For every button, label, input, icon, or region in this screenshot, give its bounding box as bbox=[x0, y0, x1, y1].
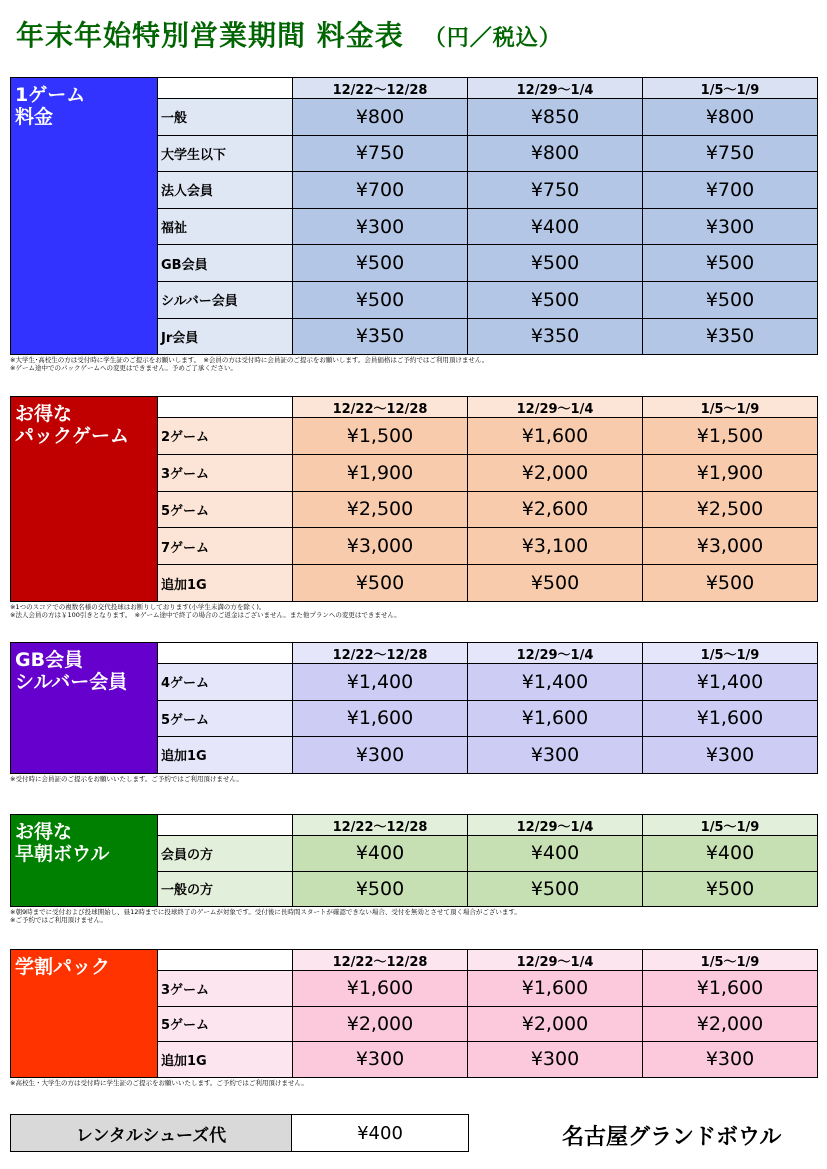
price-cell-2: ¥1,900 bbox=[643, 454, 818, 491]
price-cell-1: ¥1,600 bbox=[468, 418, 643, 455]
header-blank bbox=[158, 815, 293, 836]
period-header-1: 12/29〜1/4 bbox=[468, 950, 643, 971]
note-line: ※ゲーム途中でのパックゲームへの変更はできません。予めご了承ください。 bbox=[10, 364, 237, 373]
price-cell-2: ¥300 bbox=[643, 1042, 818, 1078]
section-morning bbox=[10, 814, 817, 924]
price-cell-1: ¥300 bbox=[468, 737, 643, 774]
price-cell-2: ¥800 bbox=[643, 99, 818, 136]
price-cell-0: ¥3,000 bbox=[293, 528, 468, 565]
note-line: ※朝9時までに受付および投球開始し、昼12時までに投球終了のゲームが対象です。受付後に長時間スタートが確認できない場合、受付を無効とさせて頂く場合がございます。 bbox=[10, 908, 521, 916]
price-cell-0: ¥350 bbox=[293, 318, 468, 355]
title-sub: （円／税込） bbox=[423, 26, 562, 51]
price-cell-0: ¥500 bbox=[293, 281, 468, 318]
price-table-member bbox=[10, 642, 818, 774]
row-name: GB会員 bbox=[158, 245, 293, 282]
price-cell-2: ¥500 bbox=[643, 245, 818, 282]
period-header-2: 1/5〜1/9 bbox=[643, 950, 818, 971]
header-blank bbox=[158, 78, 293, 99]
section-notes bbox=[10, 356, 817, 372]
row-name: 一般の方 bbox=[158, 871, 293, 907]
price-cell-1: ¥3,100 bbox=[468, 528, 643, 565]
period-header-0: 12/22〜12/28 bbox=[293, 78, 468, 99]
price-cell-1: ¥500 bbox=[468, 565, 643, 602]
note-line: ※ご予約ではご利用頂けません。 bbox=[10, 916, 107, 924]
shoes-label: レンタルシューズ代 bbox=[11, 1115, 292, 1152]
period-header-0: 12/22〜12/28 bbox=[293, 950, 468, 971]
header-row bbox=[11, 78, 818, 99]
row-name: 7ゲーム bbox=[158, 528, 293, 565]
row-name: 追加1G bbox=[158, 737, 293, 774]
row-name: 4ゲーム bbox=[158, 664, 293, 701]
price-cell-1: ¥500 bbox=[468, 871, 643, 907]
price-cell-1: ¥500 bbox=[468, 245, 643, 282]
note-line: ※受付時に会員証のご提示をお願いいたします。ご予約ではご利用頂けません。 bbox=[10, 774, 243, 783]
price-cell-0: ¥300 bbox=[293, 737, 468, 774]
price-cell-2: ¥400 bbox=[643, 836, 818, 872]
period-header-2: 1/5〜1/9 bbox=[643, 397, 818, 418]
row-name: 追加1G bbox=[158, 1042, 293, 1078]
shoes-rental-table bbox=[10, 1114, 469, 1152]
price-cell-1: ¥400 bbox=[468, 208, 643, 245]
period-header-2: 1/5〜1/9 bbox=[643, 643, 818, 664]
period-header-0: 12/22〜12/28 bbox=[293, 643, 468, 664]
price-cell-0: ¥750 bbox=[293, 135, 468, 172]
period-header-2: 1/5〜1/9 bbox=[643, 78, 818, 99]
price-cell-2: ¥2,000 bbox=[643, 1006, 818, 1042]
price-cell-1: ¥2,600 bbox=[468, 491, 643, 528]
period-header-0: 12/22〜12/28 bbox=[293, 397, 468, 418]
price-cell-0: ¥500 bbox=[293, 565, 468, 602]
price-cell-0: ¥1,900 bbox=[293, 454, 468, 491]
title-text: 年末年始特別営業期間 料金表 bbox=[16, 19, 404, 52]
row-name: 5ゲーム bbox=[158, 700, 293, 737]
row-name: Jr会員 bbox=[158, 318, 293, 355]
price-cell-0: ¥2,000 bbox=[293, 1006, 468, 1042]
period-header-1: 12/29〜1/4 bbox=[468, 397, 643, 418]
price-cell-1: ¥1,400 bbox=[468, 664, 643, 701]
price-table-student bbox=[10, 949, 818, 1078]
header-row bbox=[11, 950, 818, 971]
section-student bbox=[10, 949, 817, 1087]
price-cell-1: ¥300 bbox=[468, 1042, 643, 1078]
page-title bbox=[16, 14, 562, 54]
price-cell-2: ¥1,600 bbox=[643, 700, 818, 737]
price-cell-1: ¥2,000 bbox=[468, 1006, 643, 1042]
row-name: 大学生以下 bbox=[158, 135, 293, 172]
price-cell-1: ¥400 bbox=[468, 836, 643, 872]
price-cell-0: ¥400 bbox=[293, 836, 468, 872]
price-cell-0: ¥500 bbox=[293, 871, 468, 907]
shop-name: 名古屋グランドボウル bbox=[562, 1125, 782, 1150]
header-blank bbox=[158, 397, 293, 418]
price-cell-1: ¥850 bbox=[468, 99, 643, 136]
price-cell-0: ¥300 bbox=[293, 208, 468, 245]
price-cell-1: ¥1,600 bbox=[468, 700, 643, 737]
row-name: シルバー会員 bbox=[158, 281, 293, 318]
header-row bbox=[11, 643, 818, 664]
period-header-1: 12/29〜1/4 bbox=[468, 78, 643, 99]
price-cell-0: ¥1,400 bbox=[293, 664, 468, 701]
note-line: ※大学生･高校生の方は受付時に学生証のご提示をお願いします。 ※会員の方は受付時に会員証のご提示をお願いします。会員価格はご予約ではご利用頂けません。 bbox=[10, 356, 489, 365]
row-name: 5ゲーム bbox=[158, 491, 293, 528]
price-cell-2: ¥3,000 bbox=[643, 528, 818, 565]
section-notes bbox=[10, 908, 817, 924]
section-pack bbox=[10, 396, 817, 619]
price-cell-0: ¥300 bbox=[293, 1042, 468, 1078]
section-member bbox=[10, 642, 817, 783]
row-name: 5ゲーム bbox=[158, 1006, 293, 1042]
price-cell-2: ¥300 bbox=[643, 208, 818, 245]
section-label: GB会員 シルバー会員 bbox=[11, 643, 158, 774]
row-name: 法人会員 bbox=[158, 172, 293, 209]
period-header-2: 1/5〜1/9 bbox=[643, 815, 818, 836]
period-header-1: 12/29〜1/4 bbox=[468, 815, 643, 836]
row-name: 2ゲーム bbox=[158, 418, 293, 455]
row-name: 3ゲーム bbox=[158, 971, 293, 1007]
section-notes bbox=[10, 603, 817, 619]
section-game bbox=[10, 77, 817, 372]
price-cell-2: ¥350 bbox=[643, 318, 818, 355]
price-table-game bbox=[10, 77, 818, 355]
header-blank bbox=[158, 950, 293, 971]
price-cell-2: ¥500 bbox=[643, 281, 818, 318]
price-cell-1: ¥800 bbox=[468, 135, 643, 172]
price-cell-1: ¥750 bbox=[468, 172, 643, 209]
header-row bbox=[11, 815, 818, 836]
price-table-pack bbox=[10, 396, 818, 602]
row-name: 3ゲーム bbox=[158, 454, 293, 491]
note-line: ※1つのスコアでの複数名様の交代投球はお断りしております(小学生未満の方を除く)。 bbox=[10, 602, 266, 611]
row-name: 会員の方 bbox=[158, 836, 293, 872]
price-cell-2: ¥1,600 bbox=[643, 971, 818, 1007]
section-label: 1ゲーム 料金 bbox=[11, 78, 158, 355]
note-line: ※法人会員の方は￥100引きとなります。 ※ゲーム途中で終了の場合のご返金はございません。また他プランへの変更はできません。 bbox=[10, 610, 401, 619]
row-name: 追加1G bbox=[158, 565, 293, 602]
price-table-morning bbox=[10, 814, 818, 907]
section-label: お得な 早朝ボウル bbox=[11, 815, 158, 907]
shoes-price: ¥400 bbox=[292, 1115, 469, 1152]
price-cell-2: ¥500 bbox=[643, 871, 818, 907]
price-cell-1: ¥1,600 bbox=[468, 971, 643, 1007]
price-cell-0: ¥800 bbox=[293, 99, 468, 136]
price-cell-2: ¥1,400 bbox=[643, 664, 818, 701]
header-row bbox=[11, 397, 818, 418]
price-cell-2: ¥2,500 bbox=[643, 491, 818, 528]
header-blank bbox=[158, 643, 293, 664]
section-label: 学割パック bbox=[11, 950, 158, 1078]
price-cell-0: ¥500 bbox=[293, 245, 468, 282]
price-cell-1: ¥2,000 bbox=[468, 454, 643, 491]
price-cell-0: ¥1,500 bbox=[293, 418, 468, 455]
price-cell-2: ¥300 bbox=[643, 737, 818, 774]
section-label: お得な パックゲーム bbox=[11, 397, 158, 602]
price-cell-1: ¥500 bbox=[468, 281, 643, 318]
price-cell-0: ¥1,600 bbox=[293, 971, 468, 1007]
price-cell-0: ¥1,600 bbox=[293, 700, 468, 737]
price-cell-0: ¥700 bbox=[293, 172, 468, 209]
row-name: 福祉 bbox=[158, 208, 293, 245]
price-cell-2: ¥700 bbox=[643, 172, 818, 209]
note-line: ※高校生・大学生の方は受付時に学生証のご提示をお願いいたします。ご予約ではご利用頂けません。 bbox=[10, 1078, 308, 1087]
section-notes bbox=[10, 1079, 817, 1087]
row-name: 一般 bbox=[158, 99, 293, 136]
price-cell-2: ¥1,500 bbox=[643, 418, 818, 455]
price-cell-2: ¥750 bbox=[643, 135, 818, 172]
price-cell-0: ¥2,500 bbox=[293, 491, 468, 528]
period-header-0: 12/22〜12/28 bbox=[293, 815, 468, 836]
price-cell-1: ¥350 bbox=[468, 318, 643, 355]
section-notes bbox=[10, 775, 817, 783]
period-header-1: 12/29〜1/4 bbox=[468, 643, 643, 664]
price-cell-2: ¥500 bbox=[643, 565, 818, 602]
